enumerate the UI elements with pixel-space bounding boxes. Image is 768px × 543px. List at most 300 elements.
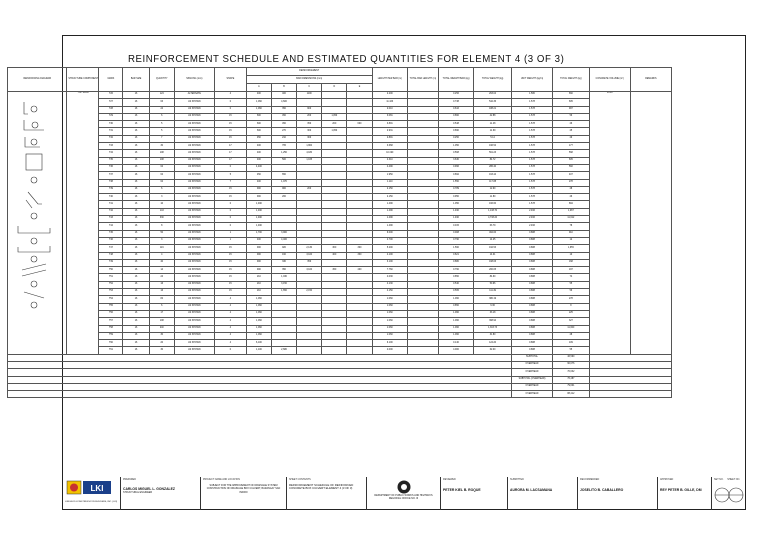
table-row xyxy=(8,223,672,230)
table-row xyxy=(8,318,672,325)
table-cell xyxy=(407,194,438,201)
table-cell: 16 xyxy=(123,340,149,347)
table-cell xyxy=(407,164,438,171)
table-cell xyxy=(322,157,347,164)
table-cell: T56 xyxy=(99,310,123,317)
table-cell: 4,400 xyxy=(271,237,296,244)
table-cell xyxy=(407,92,438,99)
table-cell: 5 xyxy=(149,128,174,135)
table-cell xyxy=(407,216,438,223)
total-label: SUBTOTAL (OVERHEAD) xyxy=(511,376,552,383)
table-cell: 368.94 xyxy=(474,318,512,325)
table-cell: AS SHOWN xyxy=(174,259,214,266)
total-value: 76,487 xyxy=(553,376,590,383)
schedule-table-wrapper xyxy=(7,67,672,398)
table-cell xyxy=(407,281,438,288)
header-mark: MARK xyxy=(99,68,123,92)
header-concrete-volume: CONCRETE VOLUME (m³) xyxy=(589,68,630,92)
table-cell: 1.578 xyxy=(511,172,552,179)
table-cell: 30 xyxy=(149,332,174,339)
table-cell xyxy=(407,340,438,347)
table-cell xyxy=(271,216,296,223)
table-cell xyxy=(347,186,372,193)
header-unit-weight: UNIT WEIGHT (kg/m) xyxy=(511,68,552,92)
agency-seal-icon xyxy=(397,480,411,494)
table-cell: AS SHOWN xyxy=(174,179,214,186)
table-cell: 0 xyxy=(214,216,246,223)
table-row xyxy=(8,157,672,164)
table-cell xyxy=(297,296,322,303)
header-dim-e: E xyxy=(347,84,372,92)
table-cell: T53 xyxy=(99,289,123,296)
table-cell: 1.060 xyxy=(372,310,407,317)
table-cell: 1100 xyxy=(297,92,322,99)
table-cell: 1,250 xyxy=(271,150,296,157)
table-cell: 1.580 xyxy=(511,92,552,99)
agency-sub: REGIONAL OFFICE NO. III xyxy=(388,497,419,501)
table-row xyxy=(8,186,672,193)
table-cell: 1.490 xyxy=(372,223,407,230)
total-value: 70,632 xyxy=(553,369,590,376)
table-cell xyxy=(297,164,322,171)
table-cell: AS SHOWN xyxy=(174,267,214,274)
table-cell: 0.888 xyxy=(511,318,552,325)
table-cell: 26 xyxy=(553,121,590,128)
table-cell: T28 xyxy=(99,106,123,113)
table-row xyxy=(8,332,672,339)
table-cell: 3.668 xyxy=(372,143,407,150)
table-cell: 24 xyxy=(149,274,174,281)
table-cell: 16 xyxy=(123,201,149,208)
table-row xyxy=(8,216,672,223)
table-cell xyxy=(347,92,372,99)
total-row-spacer xyxy=(8,369,512,376)
table-cell: 0.548 xyxy=(438,121,473,128)
table-cell: 1.550 xyxy=(438,179,473,186)
table-cell xyxy=(347,347,372,354)
table-cell: 14 xyxy=(149,267,174,274)
table-cell: 4.700 xyxy=(372,237,407,244)
total-label: OVERHEAD xyxy=(511,391,552,398)
table-cell: 14.25 xyxy=(474,237,512,244)
table-cell: 3,100 xyxy=(297,267,322,274)
table-cell: AS SHOWN xyxy=(174,216,214,223)
table-row xyxy=(8,194,672,201)
table-cell: AS SHOWN xyxy=(174,245,214,252)
table-cell xyxy=(271,332,296,339)
table-cell xyxy=(407,230,438,237)
table-cell xyxy=(322,310,347,317)
table-cell: AS SHOWN xyxy=(174,157,214,164)
prepared-cell xyxy=(120,477,200,510)
table-cell: 1,303.73 xyxy=(474,325,512,332)
table-cell: 1,165 xyxy=(297,157,322,164)
table-cell: 15 xyxy=(214,135,246,142)
table-row xyxy=(8,179,672,186)
reviewed-cell xyxy=(440,477,507,510)
table-cell: 1.110 xyxy=(372,179,407,186)
table-row xyxy=(8,274,672,281)
table-cell xyxy=(407,172,438,179)
table-cell: T42 xyxy=(99,208,123,215)
table-cell xyxy=(297,274,322,281)
table-row xyxy=(8,245,672,252)
schedule-title: REINFORCEMENT SCHEDULE AND ESTIMATED QUANTITIES FOR ELEMENT 4 (3 OF 3) xyxy=(128,53,565,65)
total-row-spacer xyxy=(8,383,512,390)
table-cell: T52 xyxy=(99,281,123,288)
table-cell: 11.80 xyxy=(474,194,512,201)
header-dim-d: D xyxy=(322,84,347,92)
table-cell: 1.578 xyxy=(511,157,552,164)
table-cell: 225 xyxy=(553,310,590,317)
table-cell: 24 xyxy=(149,106,174,113)
table-cell: 16 xyxy=(123,194,149,201)
table-cell xyxy=(407,157,438,164)
table-cell xyxy=(407,310,438,317)
table-cell xyxy=(322,318,347,325)
table-cell: T51 xyxy=(99,274,123,281)
table-row xyxy=(8,340,672,347)
table-cell: 17 xyxy=(149,310,174,317)
table-cell: 1,070 xyxy=(271,179,296,186)
table-cell xyxy=(347,113,372,120)
table-cell: 2.891 xyxy=(372,135,407,142)
table-cell: 16 xyxy=(123,274,149,281)
table-cell: T50 xyxy=(99,267,123,274)
table-cell xyxy=(297,230,322,237)
table-cell: T61 xyxy=(99,347,123,354)
table-cell: 16 xyxy=(123,347,149,354)
table-cell: 12.90 xyxy=(474,186,512,193)
recommended-name: JOSELITO B. CABALLERO xyxy=(580,488,624,493)
table-cell: 3,900 xyxy=(271,230,296,237)
table-cell: AS SHOWN xyxy=(174,128,214,135)
table-cell xyxy=(407,106,438,113)
table-cell: 0 xyxy=(214,201,246,208)
table-row xyxy=(8,289,672,296)
table-cell: 660 xyxy=(553,92,590,99)
total-label: SUBTOTAL xyxy=(511,354,552,361)
approved-cell xyxy=(657,477,711,510)
total-label: OVERHEAD xyxy=(511,361,552,368)
table-cell xyxy=(322,208,347,215)
table-cell: 10.190 xyxy=(372,150,407,157)
table-cell: 0.860 xyxy=(438,113,473,120)
table-cell: 17 xyxy=(214,157,246,164)
table-cell: 4 xyxy=(214,92,246,99)
table-cell: 16 xyxy=(149,289,174,296)
table-cell: AS SHOWN xyxy=(174,303,214,310)
table-cell: T60 xyxy=(99,340,123,347)
table-cell: 6.100 xyxy=(372,340,407,347)
table-cell: 4.030 xyxy=(372,274,407,281)
table-cell: 1,490 xyxy=(246,201,271,208)
table-cell: 11,600 xyxy=(553,325,590,332)
table-cell xyxy=(297,208,322,215)
table-cell xyxy=(407,252,438,259)
table-cell: AS SHOWN xyxy=(174,347,214,354)
table-cell: 84.60 xyxy=(474,274,512,281)
table-cell xyxy=(347,201,372,208)
table-cell: T37 xyxy=(99,172,123,179)
table-cell xyxy=(347,303,372,310)
table-cell: 4 xyxy=(214,318,246,325)
prepared-name: CARLOS MIGUEL L. GONZALEZ xyxy=(123,487,175,492)
table-cell: 15 xyxy=(214,274,246,281)
table-cell: 350 xyxy=(271,267,296,274)
table-cell xyxy=(407,274,438,281)
table-row xyxy=(8,208,672,215)
total-row xyxy=(8,376,672,383)
table-cell xyxy=(271,340,296,347)
table-cell xyxy=(297,216,322,223)
table-cell: 5.200 xyxy=(372,245,407,252)
table-cell: 582 xyxy=(553,164,590,171)
table-cell xyxy=(297,340,322,347)
table-cell: 210 xyxy=(246,274,271,281)
table-cell: 40 xyxy=(149,259,174,266)
table-cell: AS SHOWN xyxy=(174,143,214,150)
table-cell xyxy=(347,332,372,339)
table-cell: 143 xyxy=(149,208,174,215)
table-cell xyxy=(407,143,438,150)
table-cell: 16 xyxy=(123,296,149,303)
table-cell: 765 xyxy=(271,143,296,150)
table-cell: T59 xyxy=(99,332,123,339)
prepared-label: PREPARED xyxy=(123,478,136,481)
table-cell: 166.60 xyxy=(474,201,512,208)
table-cell: 900 xyxy=(271,186,296,193)
table-cell: 11.163 xyxy=(372,99,407,106)
table-cell: 200 xyxy=(322,121,347,128)
table-cell: 407 xyxy=(553,172,590,179)
table-cell: 4.100 xyxy=(372,252,407,259)
table-cell xyxy=(271,164,296,171)
reinforcement-schedule-table xyxy=(7,67,672,398)
table-row xyxy=(8,347,672,354)
header-bar-dimensions: BAR DIMENSIONS (mm) xyxy=(246,76,372,84)
table-cell: 16 xyxy=(123,172,149,179)
table-cell: 900 xyxy=(297,106,322,113)
table-cell xyxy=(322,237,347,244)
table-cell: 197 xyxy=(553,267,590,274)
table-cell: 0.888 xyxy=(511,289,552,296)
table-cell xyxy=(347,164,372,171)
table-cell: 0.888 xyxy=(511,296,552,303)
table-cell: 1,050 xyxy=(322,128,347,135)
table-cell xyxy=(407,332,438,339)
table-cell: 109 xyxy=(553,340,590,347)
table-cell: 4.150 xyxy=(372,289,407,296)
table-cell xyxy=(322,303,347,310)
table-cell: 108 xyxy=(149,318,174,325)
table-cell: 16 xyxy=(123,92,149,99)
table-cell xyxy=(407,267,438,274)
table-cell: 192.53 xyxy=(474,245,512,252)
table-cell xyxy=(322,281,347,288)
table-cell: 1,060 xyxy=(246,296,271,303)
table-row xyxy=(8,281,672,288)
total-row xyxy=(8,354,672,361)
table-cell: 0.790 xyxy=(438,237,473,244)
table-cell xyxy=(407,99,438,106)
table-cell: 6 xyxy=(149,186,174,193)
table-cell xyxy=(271,223,296,230)
table-cell: 0.888 xyxy=(511,310,552,317)
table-cell: 3.891 xyxy=(372,121,407,128)
table-cell: 117.88 xyxy=(474,179,512,186)
total-row-trailing xyxy=(589,376,671,383)
bar-shapes-drawing xyxy=(8,92,60,322)
table-cell xyxy=(407,186,438,193)
table-cell: T55 xyxy=(99,303,123,310)
table-cell xyxy=(322,172,347,179)
table-cell: 1,060 xyxy=(246,325,271,332)
table-cell xyxy=(407,259,438,266)
table-cell xyxy=(407,179,438,186)
table-cell: 0.565 xyxy=(438,289,473,296)
table-cell: 1.578 xyxy=(511,128,552,135)
table-cell: 4,400 xyxy=(246,164,271,171)
table-cell: 2.200 xyxy=(372,92,407,99)
table-cell: 605 xyxy=(553,157,590,164)
table-cell xyxy=(347,340,372,347)
table-cell: 1.490 xyxy=(372,208,407,215)
table-cell xyxy=(407,150,438,157)
table-cell: 0.950 xyxy=(438,194,473,201)
table-cell: T44 xyxy=(99,223,123,230)
table-cell: 450 xyxy=(271,121,296,128)
table-cell: 330 xyxy=(149,216,174,223)
table-cell: 11.69 xyxy=(474,128,512,135)
structure-component-cell: TOP SLAB xyxy=(67,92,99,355)
table-cell: 111.49 xyxy=(474,289,512,296)
table-cell xyxy=(407,208,438,215)
table-cell xyxy=(322,340,347,347)
table-cell: 1,060 xyxy=(246,310,271,317)
header-length: LENGTH PER BAR (m) xyxy=(372,68,407,92)
table-cell xyxy=(322,296,347,303)
table-cell: 1.578 xyxy=(511,143,552,150)
table-cell: 900 xyxy=(246,245,271,252)
table-cell: 4.490 xyxy=(372,164,407,171)
table-cell: AS SHOWN xyxy=(174,201,214,208)
table-cell: 16 xyxy=(123,150,149,157)
table-cell: 1.050 xyxy=(438,143,473,150)
table-cell: 108 xyxy=(149,150,174,157)
table-cell: 4 xyxy=(214,332,246,339)
table-row xyxy=(8,150,672,157)
table-cell: T26 xyxy=(99,92,123,99)
table-cell: 16 xyxy=(123,99,149,106)
table-cell: 1.060 xyxy=(372,296,407,303)
table-cell: 210 xyxy=(246,281,271,288)
table-cell: 10 xyxy=(149,201,174,208)
table-cell xyxy=(322,201,347,208)
table-cell xyxy=(322,106,347,113)
table-cell: 16 xyxy=(149,281,174,288)
set-sheet-cell xyxy=(711,477,746,510)
table-cell: 1.060 xyxy=(372,332,407,339)
header-total-weight-2: TOTAL WEIGHT (kg) xyxy=(553,68,590,92)
table-cell: 0.015 xyxy=(438,223,473,230)
remarks-cell xyxy=(630,92,671,355)
table-cell: 16 xyxy=(123,303,149,310)
table-cell: 16 xyxy=(123,289,149,296)
table-cell: 50.96 xyxy=(474,281,512,288)
table-cell: 168.06 xyxy=(474,259,512,266)
table-cell xyxy=(322,259,347,266)
table-cell: 1.578 xyxy=(511,179,552,186)
table-cell: 300 xyxy=(297,128,322,135)
table-row xyxy=(8,201,672,208)
table-row xyxy=(8,237,672,244)
table-cell: 16 xyxy=(123,106,149,113)
submitted-name: AURORA M. LACSAMANA xyxy=(510,488,553,493)
table-cell: 16 xyxy=(123,216,149,223)
table-cell: 1.578 xyxy=(511,113,552,120)
table-cell xyxy=(297,237,322,244)
table-row xyxy=(8,267,672,274)
table-cell: 15 xyxy=(214,194,246,201)
table-cell: 16 xyxy=(123,281,149,288)
table-cell: 28 xyxy=(553,332,590,339)
table-cell: AS SHOWN xyxy=(174,135,214,142)
table-row xyxy=(8,164,672,171)
table-cell: 286.40 xyxy=(474,164,512,171)
table-cell: 0.892 xyxy=(438,172,473,179)
table-cell: 0.821 xyxy=(438,252,473,259)
table-cell: 2,130 xyxy=(297,245,322,252)
table-cell: 2,150 xyxy=(297,289,322,296)
table-cell: 0.888 xyxy=(511,230,552,237)
table-cell: T45 xyxy=(99,230,123,237)
submitted-cell xyxy=(507,477,577,510)
table-cell: 16 xyxy=(123,135,149,142)
table-cell: 1,700 xyxy=(246,230,271,237)
table-cell xyxy=(297,303,322,310)
table-cell: 920 xyxy=(271,245,296,252)
company-logo xyxy=(64,480,116,500)
table-cell: 16 xyxy=(123,179,149,186)
table-cell: 163.44 xyxy=(474,172,512,179)
table-cell: 42.88 xyxy=(474,113,512,120)
table-cell: 64 xyxy=(149,164,174,171)
total-row-trailing xyxy=(589,354,671,361)
table-cell: 0.888 xyxy=(511,252,552,259)
table-cell: 997 xyxy=(553,106,590,113)
table-cell: 600 xyxy=(246,113,271,120)
table-cell: 400 xyxy=(246,157,271,164)
table-cell: 4 xyxy=(214,310,246,317)
concrete-volume-cell: 16.48 xyxy=(589,92,630,355)
table-row xyxy=(8,303,672,310)
table-row xyxy=(8,259,672,266)
table-cell: 29 xyxy=(553,135,590,142)
project-cell xyxy=(200,477,286,510)
table-cell: 16 xyxy=(123,310,149,317)
table-cell: 31.80 xyxy=(474,332,512,339)
table-cell: 900 xyxy=(246,194,271,201)
table-row xyxy=(8,92,672,99)
table-cell: 15 xyxy=(214,186,246,193)
table-cell: 196.54 xyxy=(474,143,512,150)
table-cell: 3.630 xyxy=(438,157,473,164)
table-cell xyxy=(271,325,296,332)
table-cell xyxy=(347,223,372,230)
table-cell: 0.888 xyxy=(511,237,552,244)
table-cell: 74 xyxy=(553,274,590,281)
